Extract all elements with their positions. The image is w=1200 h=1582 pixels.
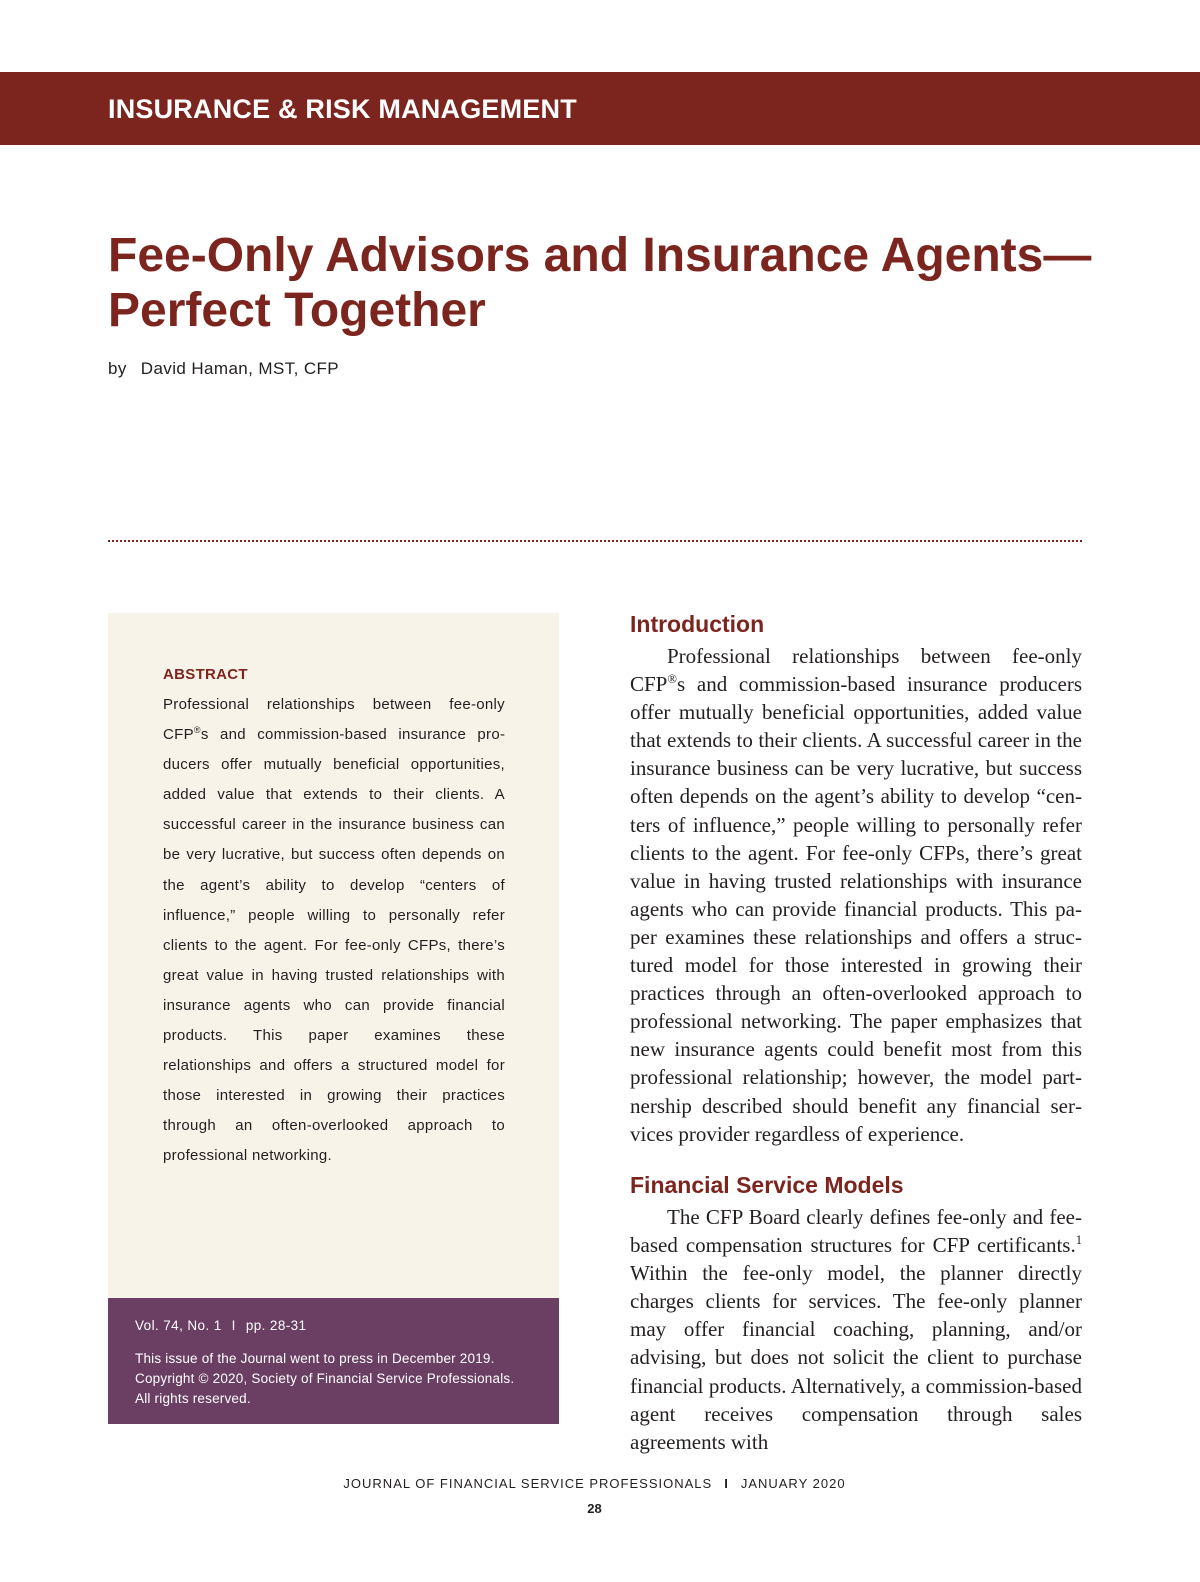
- abstract-text: [163, 690, 505, 1172]
- financial-models-text-rest: Within the fee-only model, the planner directly charges clients for services. The fee-only planner may offer financial coaching, planning, and/or advising, but does not solicit the client to purchase financial products. Alternatively, a commission-based agent receives compensation through sales agreements with: [630, 1261, 1082, 1454]
- financial-models-section: [630, 1171, 1082, 1456]
- volume-number: Vol. 74, No. 1: [135, 1318, 222, 1333]
- rights: All rights reserved.: [135, 1391, 251, 1406]
- byline: [108, 359, 339, 379]
- abstract-text-start: Professional relationships between fee-only CFP: [163, 696, 505, 744]
- article-title: [108, 228, 1108, 338]
- article-title-line-1: Fee-Only Advisors and Insurance Agents—: [108, 229, 1092, 282]
- dotted-divider: [108, 540, 1082, 542]
- introduction-heading: Introduction: [630, 611, 765, 637]
- section-label: INSURANCE & RISK MANAGEMENT: [108, 94, 577, 124]
- journal-name: JOURNAL OF FINANCIAL SERVICE PROFESSIONALS: [343, 1476, 713, 1491]
- registered-mark: ®: [667, 672, 677, 687]
- abstract-box: [108, 613, 559, 1298]
- press-note: [135, 1349, 545, 1409]
- footer-journal-line: [0, 1476, 1189, 1491]
- footnote-marker: 1: [1075, 1233, 1082, 1248]
- page-range: pp. 28-31: [245, 1318, 307, 1333]
- press-date: This issue of the Journal went to press in December 2019.: [135, 1351, 495, 1366]
- section-band: [0, 72, 1200, 145]
- introduction-text-start: Professional relationships between fee-only CFP: [630, 644, 1082, 697]
- copyright: Copyright © 2020, Society of Financial Service Professionals.: [135, 1371, 515, 1386]
- volume-line: [135, 1318, 306, 1333]
- article-title-line-2: Perfect Together: [108, 284, 486, 337]
- author-name: David Haman, MST, CFP: [140, 359, 340, 378]
- abstract-text-rest: s and commission-based insurance producers offer mutually beneficial opportunities, added value that extends to their clients. A successful career in the insurance business can be very lucrative, but success often depends on the agent’s ability to develop “centers of influence,” people willing to personally refer clients to the agent. For fee-only CFPs, there’s great value in having trusted relationships with insurance agents who can provide financial products. This paper examines these relationships and offers a structured model for those interested in growing their practices through an often-overlooked approach to professional networking.: [163, 726, 505, 1165]
- page-number: 28: [587, 1501, 602, 1516]
- byline-prefix: by: [108, 359, 127, 378]
- financial-models-paragraph: [630, 1203, 1082, 1456]
- footer-separator: I: [724, 1476, 729, 1491]
- volume-separator: I: [231, 1318, 236, 1333]
- financial-models-heading: Financial Service Models: [630, 1172, 904, 1198]
- issue-info-box: [108, 1298, 559, 1424]
- registered-mark: ®: [193, 725, 201, 736]
- introduction-paragraph: [630, 642, 1082, 1148]
- financial-models-text-start: The CFP Board clearly defines fee-only and fee-based compensation structures for CFP certificants.: [630, 1205, 1082, 1258]
- introduction-section: [630, 610, 1082, 1148]
- issue-date: JANUARY 2020: [740, 1476, 846, 1491]
- introduction-text-rest: s and commission-based insurance producers offer mutually beneficial opportunities, added value that extends to their clients. A successful career in the insurance business can be very lucrative, but success often depends on the agent’s ability to develop “centers of influence,” people willing to personally refer clients to the agent. For fee-only CFPs, there’s great value in having trusted relationships with insurance agents who can provide financial products. This paper examines these relationships and offers a structured model for those interested in growing their practices through an often-overlooked approach to professional networking. The paper emphasizes that new insurance agents could benefit most from this professional relationship; however, the model partnership described should benefit any financial services provider regardless of experience.: [630, 672, 1082, 1146]
- abstract-heading: ABSTRACT: [163, 666, 248, 683]
